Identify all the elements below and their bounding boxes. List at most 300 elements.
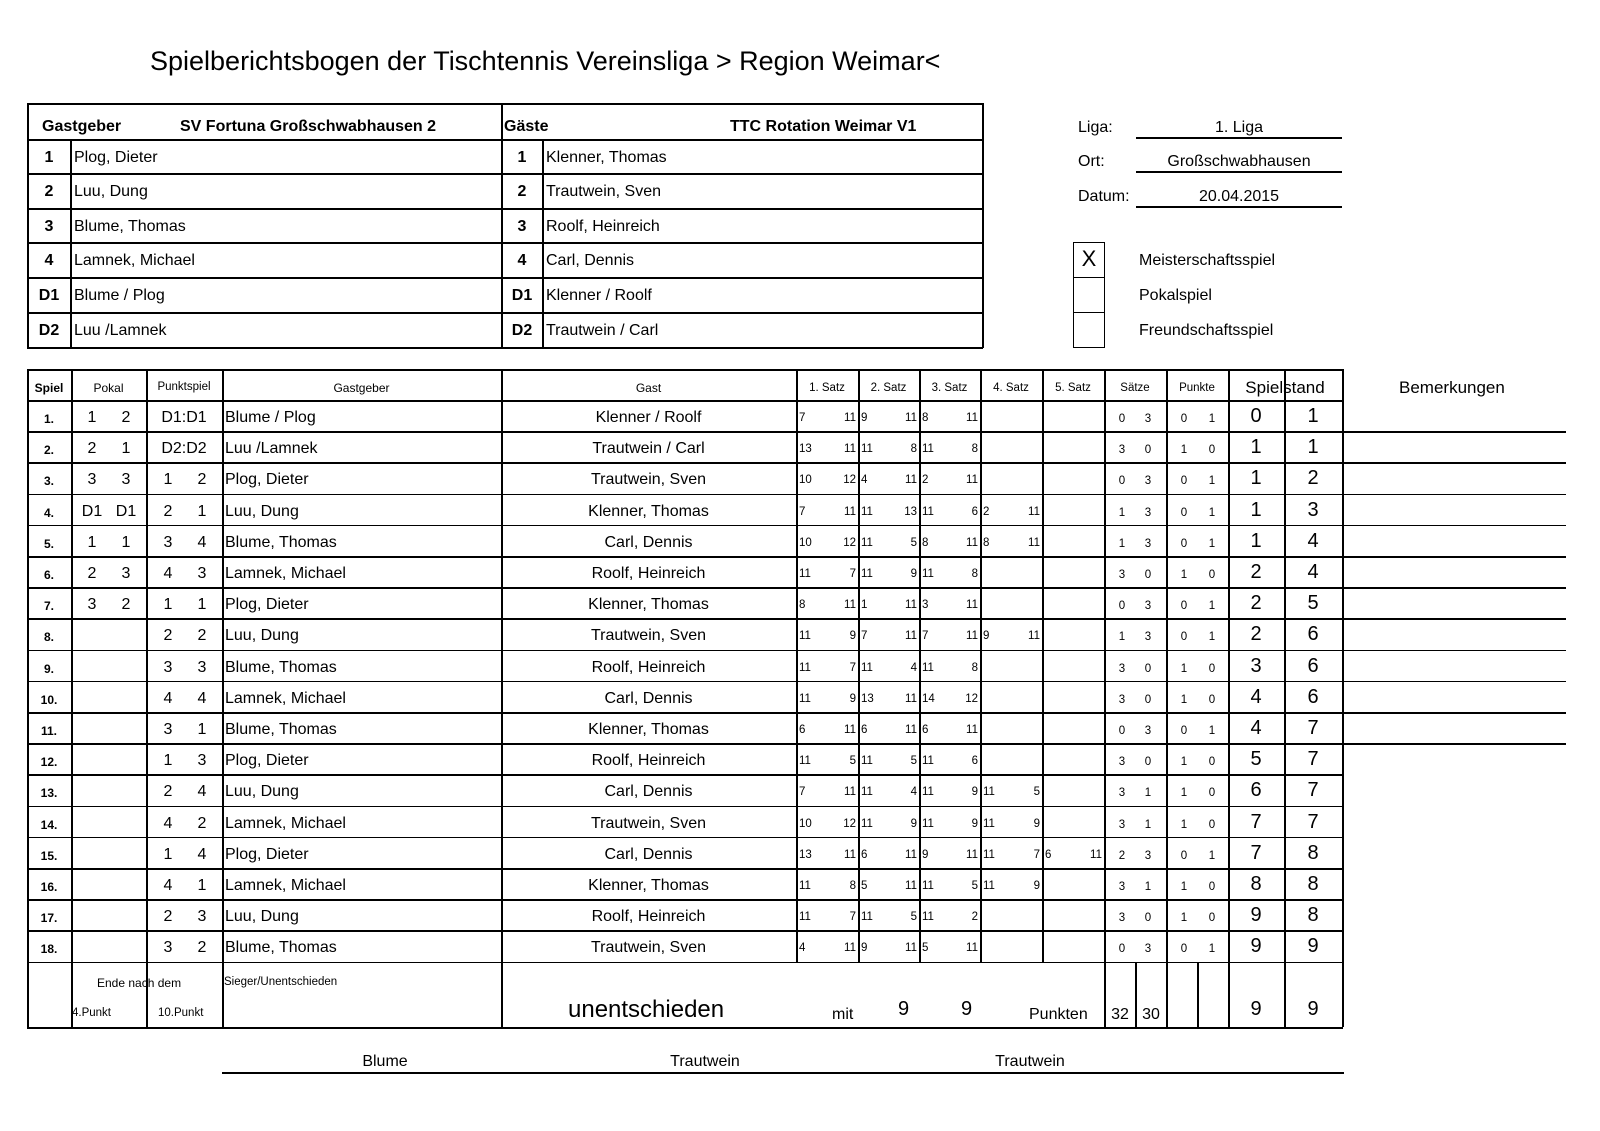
spielstand-guest: 7 — [1307, 810, 1319, 833]
set-4-home: 11 — [983, 786, 995, 799]
set-4-guest: 11 — [1028, 630, 1040, 643]
punktspiel-home: 2 — [163, 783, 173, 801]
punktspiel-guest: 2 — [197, 471, 207, 489]
set-2-home: 7 — [861, 630, 868, 643]
punktspiel-home: 4 — [163, 689, 173, 707]
set-1-guest: 11 — [844, 599, 856, 612]
set-1-guest: 8 — [849, 880, 856, 892]
pokal-guest: 1 — [121, 440, 131, 458]
guest-player: Trautwein, Sven — [590, 627, 706, 645]
set-2-guest: 11 — [905, 848, 917, 861]
set-2-guest: 11 — [905, 692, 917, 705]
saetze-home: 3 — [1118, 818, 1126, 831]
header-spielstand: Spielstand — [1245, 378, 1325, 397]
punkte-guest: 0 — [1208, 881, 1216, 893]
set-4-home: 11 — [983, 848, 995, 861]
saetze-home: 3 — [1118, 569, 1126, 581]
guest-player: Klenner, Thomas — [588, 877, 709, 894]
final-score-home: 9 — [1250, 997, 1262, 1020]
punktspiel-home: 2 — [163, 627, 173, 645]
set-2-home: 11 — [861, 443, 873, 456]
home-player: Luu, Dung — [225, 908, 299, 926]
header-punkte: Punkte — [1179, 382, 1215, 394]
header-satz-2: 2. Satz — [870, 382, 907, 394]
header-bemerkungen: Bemerkungen — [1399, 378, 1505, 397]
spielstand-home: 7 — [1250, 810, 1262, 833]
saetze-home: 2 — [1118, 849, 1126, 862]
punkte-guest: 0 — [1208, 912, 1216, 925]
spielstand-home: 2 — [1250, 561, 1262, 583]
spielstand-home: 1 — [1250, 498, 1262, 521]
header-punktspiel: Punktspiel — [157, 381, 211, 393]
set-3-home: 11 — [922, 786, 934, 799]
set-2-home: 11 — [861, 661, 873, 674]
guest-player: Carl, Dennis — [604, 689, 693, 707]
header-gastgeber: Gastgeber — [333, 381, 390, 395]
punkte-guest: 1 — [1208, 537, 1216, 550]
spielstand-home: 6 — [1250, 779, 1262, 802]
home-player: Plog, Dieter — [225, 845, 309, 863]
saetze-home: 3 — [1118, 756, 1126, 769]
punkte-home: 0 — [1180, 537, 1188, 550]
set-1-guest: 5 — [849, 755, 856, 768]
set-4-guest: 5 — [1033, 786, 1040, 799]
pokal-guest: 3 — [121, 565, 131, 582]
set-2-home: 6 — [861, 848, 868, 861]
set-1-home: 11 — [799, 630, 811, 643]
guest-player-num: D1 — [511, 287, 533, 304]
set-3-guest: 8 — [971, 661, 978, 674]
saetze-guest: 3 — [1144, 631, 1152, 644]
punktspiel-home: 3 — [163, 533, 173, 551]
set-4-home: 11 — [983, 880, 995, 892]
punkte-guest: 1 — [1208, 475, 1216, 488]
pokal-guest: 1 — [121, 533, 131, 551]
guest-player: Trautwein, Sven — [590, 471, 706, 489]
set-2-guest: 4 — [910, 786, 917, 799]
ende-4-punkt: 4.Punkt — [72, 1006, 111, 1019]
pokal-guest: 2 — [121, 596, 131, 614]
saetze-home: 3 — [1118, 662, 1126, 675]
set-3-home: 9 — [922, 848, 929, 861]
punkte-guest: 0 — [1208, 787, 1216, 800]
punkte-home: 1 — [1180, 756, 1188, 769]
set-4-home: 11 — [983, 817, 995, 830]
set-3-guest: 11 — [966, 630, 978, 643]
set-2-home: 9 — [861, 942, 868, 955]
points-home: 9 — [898, 997, 910, 1020]
set-1-home: 11 — [799, 661, 811, 674]
saetze-guest: 0 — [1144, 662, 1152, 675]
home-player: Blume, Thomas — [225, 533, 337, 551]
punkte-home: 0 — [1180, 849, 1188, 862]
guest-player-num: 2 — [517, 183, 527, 200]
punkte-guest: 0 — [1208, 569, 1216, 581]
punkten-label: Punkten — [1029, 1005, 1088, 1023]
game-number: 9. — [43, 661, 54, 676]
spielstand-guest: 7 — [1307, 779, 1319, 802]
home-label: Gastgeber — [42, 118, 122, 135]
spielstand-guest: 1 — [1307, 436, 1319, 459]
pokal-guest: 2 — [121, 409, 131, 426]
saetze-home: 0 — [1118, 725, 1126, 737]
guest-player: Trautwein / Carl — [592, 440, 705, 458]
game-number: 12. — [40, 755, 58, 770]
punkte-home: 1 — [1180, 444, 1188, 457]
set-1-guest: 9 — [849, 630, 856, 643]
punktspiel-home: 1 — [163, 845, 173, 863]
home-player: Plog, Dieter — [225, 596, 309, 614]
set-3-home: 11 — [922, 817, 934, 830]
spielstand-home: 9 — [1250, 904, 1262, 927]
punktspiel-home: 2 — [163, 502, 173, 520]
guest-player-name: Trautwein, Sven — [546, 183, 662, 200]
result-text: unentschieden — [568, 995, 725, 1023]
home-player-name: Plog, Dieter — [74, 149, 158, 166]
punktspiel-guest: 2 — [197, 814, 207, 832]
set-3-guest: 6 — [971, 755, 978, 768]
set-1-guest: 12 — [843, 536, 856, 549]
punktspiel-guest: 4 — [197, 533, 207, 551]
set-3-guest: 6 — [971, 505, 978, 518]
saetze-guest: 3 — [1144, 849, 1152, 862]
guest-player: Klenner, Thomas — [588, 596, 709, 614]
saetze-home: 0 — [1118, 600, 1126, 613]
set-2-home: 11 — [861, 505, 873, 518]
saetze-guest: 3 — [1144, 943, 1152, 956]
points-guest: 9 — [961, 997, 973, 1020]
set-2-home: 9 — [861, 412, 868, 424]
punktspiel-pairing: D1:D1 — [161, 409, 207, 426]
game-number: 8. — [43, 630, 54, 645]
set-3-guest: 2 — [971, 911, 978, 924]
guest-player-num: 3 — [517, 218, 527, 235]
guest-player-name: Klenner, Thomas — [546, 149, 667, 166]
saetze-home: 3 — [1118, 787, 1126, 800]
home-player-name: Blume / Plog — [74, 287, 165, 304]
punkte-home: 1 — [1180, 881, 1188, 893]
punktspiel-guest: 1 — [197, 502, 207, 520]
final-score-guest: 9 — [1307, 997, 1319, 1020]
punkte-guest: 1 — [1208, 631, 1216, 644]
spielstand-home: 7 — [1250, 841, 1262, 864]
guest-player: Trautwein, Sven — [590, 939, 706, 957]
punktspiel-guest: 3 — [197, 908, 207, 926]
spielstand-home: 9 — [1250, 935, 1262, 958]
pokal-home: 3 — [87, 596, 97, 614]
guest-player: Carl, Dennis — [604, 845, 693, 863]
punktspiel-guest: 3 — [197, 752, 207, 770]
game-number: 2. — [43, 443, 54, 458]
set-3-guest: 8 — [971, 443, 978, 456]
punkte-guest: 0 — [1208, 662, 1216, 675]
set-2-guest: 5 — [910, 911, 917, 924]
set-4-home: 9 — [983, 630, 990, 643]
punkte-guest: 1 — [1208, 849, 1216, 862]
spielstand-guest: 6 — [1307, 654, 1319, 677]
pokal-home: 1 — [87, 533, 97, 551]
game-number: 6. — [43, 568, 54, 582]
signature-referee: Trautwein — [995, 1053, 1065, 1070]
punkte-home: 0 — [1180, 413, 1188, 425]
page-title: Spielberichtsbogen der Tischtennis Vereinsliga > Region Weimar< — [150, 46, 941, 76]
ort-value: Großschwabhausen — [1167, 153, 1311, 170]
liga-value: 1. Liga — [1214, 119, 1264, 136]
punktspiel-guest: 4 — [197, 689, 207, 707]
set-3-home: 11 — [922, 568, 934, 580]
spielstand-guest: 6 — [1307, 623, 1319, 646]
set-3-home: 11 — [922, 880, 934, 892]
home-player-name: Blume, Thomas — [74, 218, 186, 235]
spielstand-guest: 6 — [1307, 685, 1319, 708]
set-3-guest: 11 — [966, 848, 978, 861]
saetze-guest: 3 — [1144, 600, 1152, 613]
home-player: Plog, Dieter — [225, 752, 309, 770]
datum-value: 20.04.2015 — [1198, 188, 1280, 205]
set-2-home: 4 — [861, 474, 868, 487]
set-4-home: 8 — [983, 536, 990, 549]
guest-player: Roolf, Heinreich — [591, 565, 706, 582]
set-2-home: 5 — [861, 880, 868, 892]
set-3-home: 2 — [922, 474, 929, 487]
punkte-home: 0 — [1180, 600, 1188, 613]
game-number: 15. — [40, 848, 58, 863]
set-1-home: 11 — [799, 568, 811, 580]
spielstand-guest: 5 — [1307, 592, 1319, 615]
punktspiel-guest: 1 — [197, 877, 207, 894]
set-2-home: 6 — [861, 724, 868, 736]
punkte-home: 1 — [1180, 912, 1188, 925]
ende-label: Ende nach dem — [97, 975, 182, 990]
home-player: Luu, Dung — [225, 627, 299, 645]
spielstand-home: 8 — [1250, 873, 1262, 895]
home-player-num: D1 — [38, 287, 60, 304]
set-1-home: 8 — [799, 599, 806, 612]
punktspiel-guest: 2 — [197, 939, 207, 957]
punkte-guest: 1 — [1208, 413, 1216, 425]
header-satz-1: 1. Satz — [809, 382, 845, 394]
spielstand-home: 0 — [1250, 405, 1262, 427]
home-player: Lamnek, Michael — [225, 814, 346, 832]
header-saetze: Sätze — [1120, 382, 1150, 394]
guest-player: Trautwein, Sven — [590, 814, 706, 832]
set-1-guest: 11 — [844, 786, 856, 799]
set-2-guest: 5 — [910, 536, 917, 549]
set-3-home: 11 — [922, 755, 934, 768]
game-number: 16. — [40, 880, 58, 894]
set-2-guest: 11 — [905, 724, 917, 736]
saetze-home: 1 — [1118, 506, 1126, 519]
pokal-home: 3 — [87, 471, 97, 489]
saetze-guest: 0 — [1144, 444, 1152, 457]
guest-player: Roolf, Heinreich — [591, 658, 706, 676]
guest-player-num: 4 — [517, 252, 527, 269]
game-number: 11. — [40, 724, 58, 738]
game-number: 10. — [40, 692, 58, 707]
set-1-guest: 7 — [849, 568, 856, 580]
punktspiel-home: 3 — [163, 721, 173, 738]
saetze-guest: 1 — [1144, 881, 1152, 893]
set-2-guest: 9 — [910, 817, 917, 830]
saetze-guest: 3 — [1144, 413, 1152, 425]
set-3-guest: 11 — [966, 724, 978, 736]
punkte-guest: 1 — [1208, 600, 1216, 613]
set-1-home: 11 — [799, 880, 811, 892]
set-3-guest: 9 — [971, 786, 978, 799]
punktspiel-home: 4 — [163, 877, 173, 894]
pokal-home: 1 — [87, 409, 97, 426]
set-2-guest: 13 — [904, 505, 917, 518]
spielstand-guest: 2 — [1307, 467, 1319, 490]
set-3-guest: 11 — [966, 599, 978, 612]
header-pokal: Pokal — [93, 381, 124, 395]
game-number: 7. — [43, 599, 54, 614]
home-player: Luu /Lamnek — [225, 440, 318, 458]
home-player: Luu, Dung — [225, 502, 299, 520]
set-1-home: 13 — [799, 848, 812, 861]
punktspiel-pairing: D2:D2 — [161, 440, 207, 458]
set-5-guest: 11 — [1090, 848, 1102, 861]
punkte-home: 0 — [1180, 943, 1188, 956]
saetze-home: 3 — [1118, 444, 1126, 457]
saetze-guest: 0 — [1144, 693, 1152, 706]
match-type-label: Freundschaftsspiel — [1139, 322, 1274, 339]
set-2-home: 13 — [861, 692, 874, 705]
punktspiel-guest: 4 — [197, 845, 207, 863]
home-player: Blume, Thomas — [225, 721, 337, 738]
set-2-guest: 11 — [905, 630, 917, 643]
saetze-home: 1 — [1118, 537, 1126, 550]
set-1-home: 11 — [799, 692, 811, 705]
sieger-label: Sieger/Unentschieden — [224, 975, 338, 988]
spielstand-guest: 7 — [1307, 717, 1319, 739]
punkte-home: 0 — [1180, 506, 1188, 519]
set-2-home: 11 — [861, 536, 873, 549]
set-2-home: 11 — [861, 911, 873, 924]
spielstand-home: 2 — [1250, 623, 1262, 646]
spielstand-home: 1 — [1250, 467, 1262, 490]
match-type-checkbox — [1073, 312, 1105, 348]
punkte-guest: 0 — [1208, 756, 1216, 769]
punkte-home: 1 — [1180, 693, 1188, 706]
saetze-guest: 1 — [1144, 787, 1152, 800]
saetze-guest: 0 — [1144, 912, 1152, 925]
punkte-home: 1 — [1180, 818, 1188, 831]
guest-player-name: Trautwein / Carl — [546, 322, 659, 339]
set-1-home: 13 — [799, 443, 812, 456]
guest-player: Klenner, Thomas — [588, 502, 709, 520]
spielstand-guest: 8 — [1307, 841, 1319, 864]
saetze-guest: 3 — [1144, 537, 1152, 550]
header-satz-5: 5. Satz — [1055, 382, 1091, 394]
game-number: 18. — [40, 942, 58, 957]
ende-10-punkt: 10.Punkt — [158, 1006, 204, 1019]
spielstand-home: 1 — [1250, 529, 1262, 552]
set-1-guest: 7 — [849, 911, 856, 924]
set-4-home: 2 — [983, 505, 990, 518]
match-type-checkbox — [1073, 277, 1105, 313]
punktspiel-home: 1 — [163, 471, 173, 489]
punkte-home: 1 — [1180, 569, 1188, 581]
pokal-home: D1 — [81, 502, 103, 520]
pokal-guest: D1 — [115, 502, 137, 520]
guest-player: Klenner / Roolf — [595, 409, 702, 426]
set-2-guest: 4 — [910, 661, 917, 674]
set-1-guest: 11 — [844, 942, 856, 955]
punkte-home: 0 — [1180, 631, 1188, 644]
home-player: Lamnek, Michael — [225, 877, 346, 894]
punkte-guest: 0 — [1208, 444, 1216, 457]
set-3-home: 8 — [922, 536, 929, 549]
home-player-name: Luu /Lamnek — [74, 322, 167, 339]
punktspiel-home: 3 — [163, 658, 173, 676]
game-number: 14. — [40, 817, 58, 832]
signature-guest: Trautwein — [670, 1053, 740, 1070]
punktspiel-home: 1 — [163, 752, 173, 770]
home-team-name: SV Fortuna Großschwabhausen 2 — [180, 118, 437, 135]
spielstand-guest: 3 — [1307, 498, 1319, 521]
set-3-home: 14 — [922, 692, 935, 705]
guest-player-num: D2 — [511, 322, 533, 339]
saetze-guest: 0 — [1144, 569, 1152, 581]
set-1-guest: 11 — [844, 848, 856, 861]
set-2-guest: 11 — [905, 599, 917, 612]
liga-label: Liga: — [1078, 119, 1113, 136]
home-player-num: 3 — [44, 218, 54, 235]
guest-player-num: 1 — [517, 149, 527, 166]
set-1-home: 7 — [799, 505, 806, 518]
guest-player-name: Roolf, Heinreich — [546, 218, 660, 235]
home-player: Plog, Dieter — [225, 471, 309, 489]
guest-player: Roolf, Heinreich — [591, 908, 706, 926]
home-player: Lamnek, Michael — [225, 565, 346, 582]
game-number: 5. — [43, 536, 54, 551]
set-3-guest: 9 — [971, 817, 978, 830]
set-2-home: 11 — [861, 568, 873, 580]
set-4-guest: 9 — [1033, 817, 1040, 830]
set-1-guest: 11 — [844, 724, 856, 736]
saetze-home: 0 — [1118, 475, 1126, 488]
punktspiel-guest: 3 — [197, 565, 207, 582]
punktspiel-guest: 2 — [197, 627, 207, 645]
set-1-home: 6 — [799, 724, 806, 736]
set-3-guest: 12 — [965, 692, 978, 705]
set-3-guest: 8 — [971, 568, 978, 580]
saetze-total-home: 32 — [1111, 1005, 1129, 1023]
punktspiel-home: 4 — [163, 565, 173, 582]
saetze-guest: 3 — [1144, 506, 1152, 519]
set-3-home: 11 — [922, 911, 934, 924]
ort-label: Ort: — [1078, 153, 1105, 170]
set-3-home: 6 — [922, 724, 929, 736]
spielstand-home: 4 — [1250, 717, 1262, 739]
saetze-guest: 1 — [1144, 818, 1152, 831]
home-player: Blume / Plog — [225, 409, 316, 426]
set-1-guest: 7 — [849, 661, 856, 674]
set-1-home: 11 — [799, 911, 811, 924]
set-1-home: 10 — [799, 817, 812, 830]
set-3-home: 11 — [922, 505, 934, 518]
punkte-guest: 1 — [1208, 506, 1216, 519]
mit-label: mit — [832, 1005, 854, 1023]
saetze-home: 3 — [1118, 693, 1126, 706]
home-player: Lamnek, Michael — [225, 689, 346, 707]
saetze-guest: 3 — [1144, 725, 1152, 737]
spielstand-guest: 8 — [1307, 873, 1319, 895]
punkte-home: 0 — [1180, 725, 1188, 737]
guest-player: Klenner, Thomas — [588, 721, 709, 738]
punkte-guest: 1 — [1208, 943, 1216, 956]
